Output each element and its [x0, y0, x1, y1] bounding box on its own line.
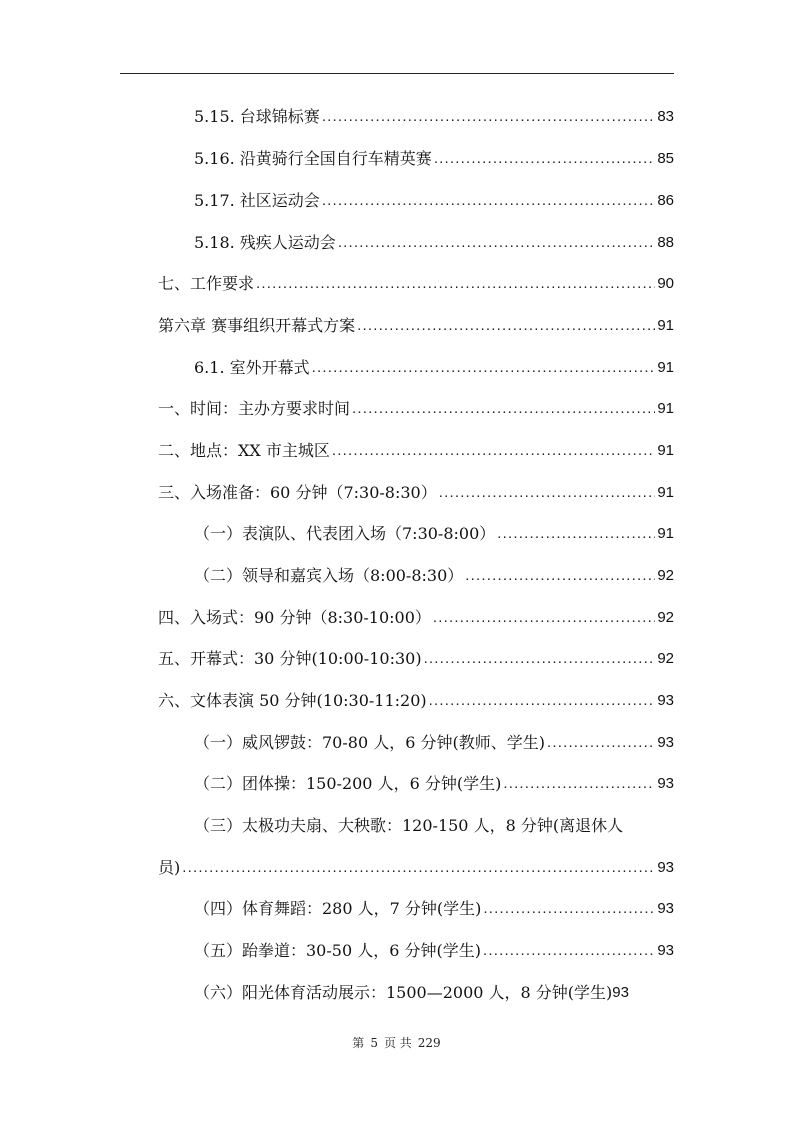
toc-entry-title: 七、工作要求	[158, 274, 255, 293]
toc-entry[interactable]	[158, 432, 674, 462]
toc-entry-page: 92	[657, 650, 674, 667]
toc-entry-title: 三、入场准备：60 分钟（7:30-8:30）	[158, 483, 437, 502]
toc-leader-dots	[182, 857, 655, 879]
toc-entry-page: 93	[657, 859, 674, 876]
toc-leader-dots	[439, 482, 656, 504]
toc-leader-dots	[332, 440, 655, 462]
toc-leader-dots	[433, 607, 655, 629]
toc-entry[interactable]	[158, 599, 674, 629]
toc-entry[interactable]	[194, 557, 674, 587]
toc-leader-dots	[424, 648, 656, 670]
toc-leader-dots	[483, 898, 655, 920]
header-rule	[120, 73, 674, 74]
toc-entry-page: 91	[657, 484, 674, 501]
footer-total-pages: 229	[417, 1036, 441, 1050]
toc-entry-title: 5.15. 台球锦标赛	[194, 107, 320, 126]
toc-leader-dots	[497, 523, 655, 545]
toc-entry-page: 93	[657, 692, 674, 709]
toc-entry[interactable]	[194, 724, 674, 754]
toc-entry[interactable]	[194, 974, 674, 1004]
toc-entry-title: （一）表演队、代表团入场（7:30-8:00）	[194, 524, 496, 543]
toc-entry-page: 91	[657, 317, 674, 334]
toc-entry-title: 5.17. 社区运动会	[194, 191, 320, 210]
toc-entry-page: 93	[657, 942, 674, 959]
footer-page-number: 5	[370, 1036, 378, 1050]
toc-entry-page: 91	[657, 442, 674, 459]
toc-leader-dots	[352, 398, 655, 420]
toc-entry-page: 91	[657, 359, 674, 376]
toc-entry-title: （五）跆拳道：30-50 人，6 分钟(学生)	[194, 941, 481, 960]
toc-entry-page: 93	[657, 900, 674, 917]
toc-entry-title: 五、开幕式：30 分钟(10:00-10:30)	[158, 649, 422, 668]
toc-entry-page: 90	[657, 275, 674, 292]
toc-entry[interactable]	[158, 390, 674, 420]
toc-entry-page: 86	[657, 192, 674, 209]
toc-entry-title: （四）体育舞蹈：280 人，7 分钟(学生)	[194, 899, 482, 918]
toc-entry-title: （二）团体操：150-200 人，6 分钟(学生)	[194, 774, 502, 793]
toc-entry-title: 六、文体表演 50 分钟(10:30-11:20)	[158, 691, 427, 710]
toc-entry-title: 第六章 赛事组织开幕式方案	[158, 316, 356, 335]
toc-leader-dots	[483, 940, 655, 962]
toc-entry-title: 6.1. 室外开幕式	[194, 358, 310, 377]
toc-leader-dots	[322, 106, 656, 128]
toc-entry-page: 83	[657, 108, 674, 125]
toc-entry[interactable]	[158, 640, 674, 670]
toc-entry-title: （二）领导和嘉宾入场（8:00-8:30）	[194, 566, 464, 585]
toc-entry-title: 5.16. 沿黄骑行全国自行车精英赛	[194, 149, 432, 168]
toc-entry[interactable]	[194, 140, 674, 170]
toc-entry[interactable]	[194, 182, 674, 212]
toc-entry[interactable]	[194, 349, 674, 379]
toc-leader-dots	[312, 357, 656, 379]
toc-leader-dots	[357, 315, 655, 337]
toc-entry-page: 92	[657, 567, 674, 584]
toc-entry[interactable]	[158, 474, 674, 504]
toc-entry-title: （三）太极功夫扇、大秧歌：120-150 人，8 分钟(离退休人	[194, 816, 624, 835]
toc-entry[interactable]	[158, 307, 674, 337]
toc-entry-title: 5.18. 残疾人运动会	[194, 233, 336, 252]
toc-entry[interactable]	[158, 265, 674, 295]
toc-entry-page: 85	[657, 150, 674, 167]
toc-entry[interactable]	[194, 890, 674, 920]
toc-entry-page: 91	[657, 525, 674, 542]
toc-entry-page: 88	[657, 234, 674, 251]
toc-entry[interactable]	[194, 765, 674, 795]
page-footer	[0, 1034, 793, 1051]
toc-entry[interactable]	[158, 682, 674, 712]
toc-entry-page: 93	[657, 775, 674, 792]
toc-entry-wrapped-line1[interactable]	[194, 807, 674, 837]
toc-leader-dots	[434, 148, 656, 170]
toc-entry-title-continued: 员)	[158, 858, 181, 877]
toc-entry-page: 92	[657, 609, 674, 626]
toc-entry[interactable]	[194, 515, 674, 545]
toc-leader-dots	[429, 690, 656, 712]
toc-entry-title: 一、时间：主办方要求时间	[158, 399, 351, 418]
toc-entry-title: （六）阳光体育活动展示：1500—2000 人，8 分钟(学生)	[194, 983, 613, 1002]
footer-prefix: 第	[352, 1036, 365, 1050]
toc-leader-dots	[322, 190, 656, 212]
toc-leader-dots	[256, 273, 655, 295]
toc-entry-page: 93	[657, 734, 674, 751]
toc-entry-title: （一）威风锣鼓：70-80 人，6 分钟(教师、学生)	[194, 733, 545, 752]
toc-entry[interactable]	[194, 932, 674, 962]
toc-entry-title: 二、地点：XX 市主城区	[158, 441, 330, 460]
toc-leader-dots	[503, 773, 655, 795]
footer-middle: 页 共	[383, 1036, 412, 1050]
toc-entry-page: 93	[612, 984, 629, 1001]
toc-entry[interactable]	[194, 224, 674, 254]
toc-leader-dots	[465, 565, 655, 587]
toc-entry-page: 91	[657, 400, 674, 417]
toc-leader-dots	[338, 232, 656, 254]
toc-entry[interactable]	[158, 849, 674, 879]
toc-entry[interactable]	[194, 98, 674, 128]
toc-leader-dots	[547, 732, 655, 754]
toc-entry-title: 四、入场式：90 分钟（8:30-10:00）	[158, 608, 431, 627]
